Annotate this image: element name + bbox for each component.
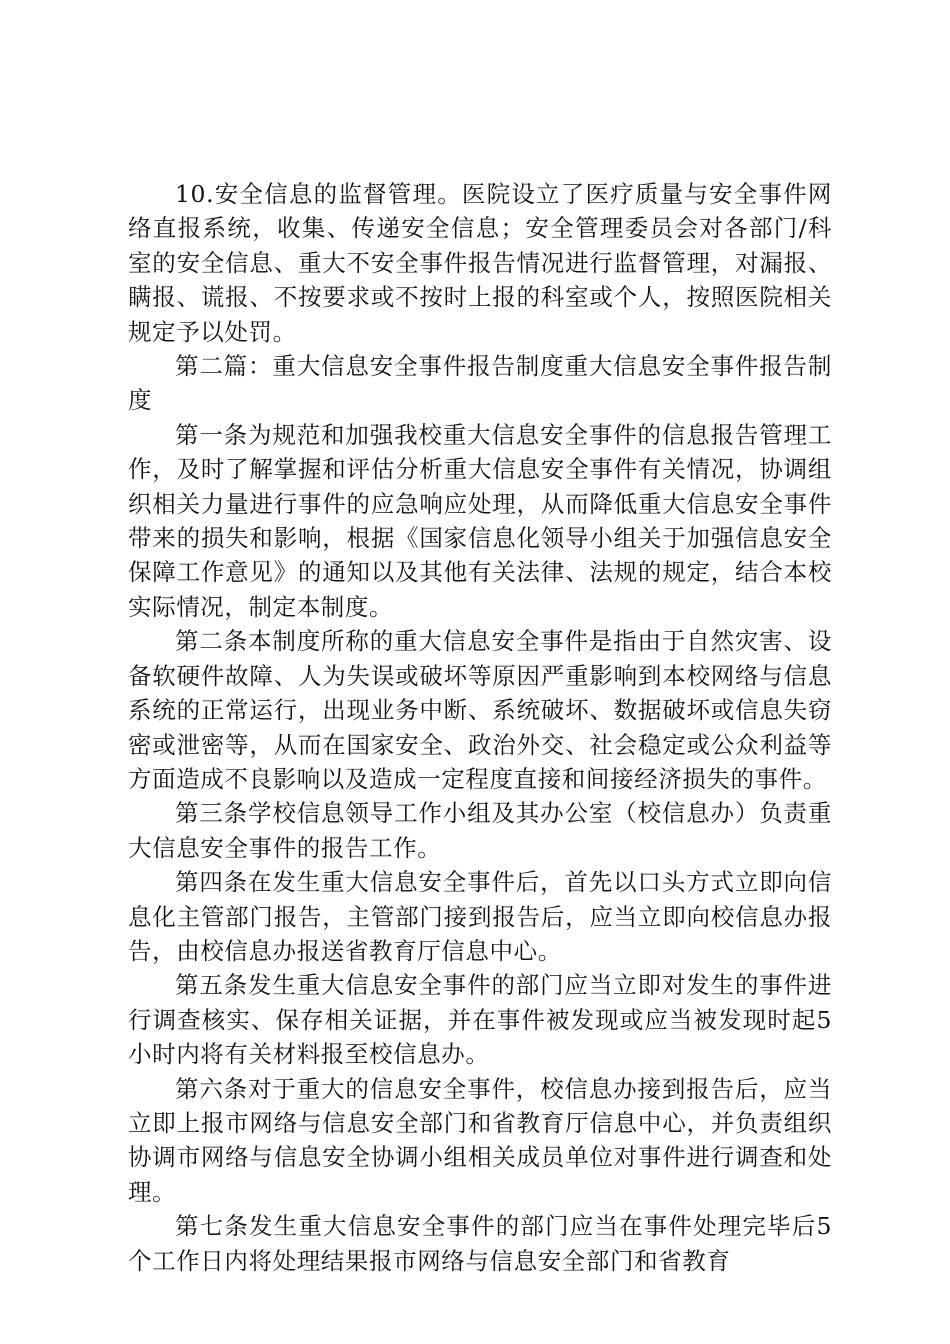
paragraph-article-7: 第七条发生重大信息安全事件的部门应当在事件处理完毕后5个工作日内将处理结果报市网络与信息安全部门和省教育 (128, 1212, 832, 1275)
paragraph-article-2: 第二条本制度所称的重大信息安全事件是指由于自然灾害、设备软硬件故障、人为失误或破坏等原因严重影响到本校网络与信息系统的正常运行，出现业务中断、系统破坏、数据破坏或信息失窃密或泄密等，从而在国家安全、政治外交、社会稳定或公众利益等方面造成不良影响以及造成一定程度直接和间接经济损失的事件。 (128, 627, 832, 793)
paragraph-security-info-supervision: 10.安全信息的监督管理。医院设立了医疗质量与安全事件网络直报系统，收集、传递安全信息；安全管理委员会对各部门/科室的安全信息、重大不安全事件报告情况进行监督管理，对漏报、瞒报、谎报、不按要求或不按时上报的科室或个人，按照医院相关规定予以处罚。 (128, 180, 832, 346)
paragraph-article-6: 第六条对于重大的信息安全事件，校信息办接到报告后，应当立即上报市网络与信息安全部门和省教育厅信息中心，并负责组织协调市网络与信息安全协调小组相关成员单位对事件进行调查和处理。 (128, 1074, 832, 1206)
paragraph-article-1: 第一条为规范和加强我校重大信息安全事件的信息报告管理工作，及时了解掌握和评估分析重大信息安全事件有关情况，协调组织相关力量进行事件的应急响应处理，从而降低重大信息安全事件带来的损失和影响，根据《国家信息化领导小组关于加强信息安全保障工作意见》的通知以及其他有关法律、法规的规定，结合本校实际情况，制定本制度。 (128, 420, 832, 621)
paragraph-chapter-two-title: 第二篇：重大信息安全事件报告制度重大信息安全事件报告制度 (128, 352, 832, 415)
paragraph-article-5: 第五条发生重大信息安全事件的部门应当立即对发生的事件进行调查核实、保存相关证据，并在事件被发现或应当被发现时起5小时内将有关材料报至校信息办。 (128, 971, 832, 1069)
document-body (128, 177, 832, 1278)
paragraph-article-4: 第四条在发生重大信息安全事件后，首先以口头方式立即向信息化主管部门报告，主管部门接到报告后，应当立即向校信息办报告，由校信息办报送省教育厅信息中心。 (128, 868, 832, 965)
paragraph-article-3: 第三条学校信息领导工作小组及其办公室（校信息办）负责重大信息安全事件的报告工作。 (128, 799, 832, 862)
